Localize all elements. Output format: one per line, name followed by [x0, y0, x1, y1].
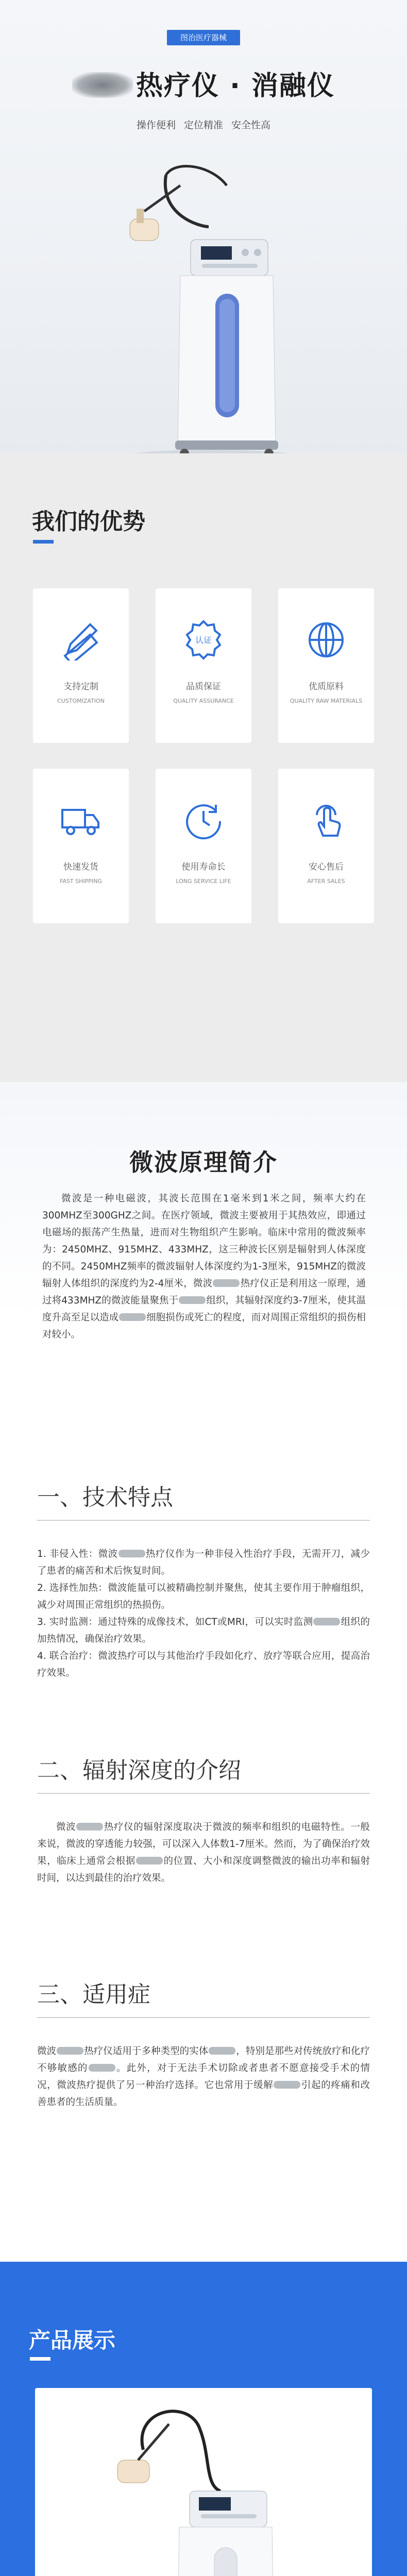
product-device-image	[35, 2388, 372, 2576]
advantage-label-en: AFTER SALES	[307, 878, 345, 885]
advantage-label-en: CUSTOMIZATION	[57, 698, 105, 704]
clock-icon	[183, 800, 224, 841]
redacted-word	[313, 1618, 340, 1625]
redacted-word	[209, 2047, 235, 2055]
advantage-card-shipping	[33, 769, 129, 923]
principle-intro	[42, 1190, 366, 1343]
advantage-card-customization	[33, 588, 129, 743]
advantage-label: 安心售后	[309, 862, 344, 872]
tech-features-text	[37, 1546, 370, 1682]
globe-icon	[306, 619, 347, 660]
certified-badge-icon	[183, 619, 224, 660]
section-divider	[37, 1793, 370, 1794]
hero-title	[0, 64, 407, 103]
intro-text-d: 细胞损伤或死亡的程度，而对周围正常组织的损伤相对较小。	[42, 1312, 366, 1340]
touch-hand-icon	[306, 800, 347, 841]
svg-text:认证: 认证	[195, 635, 212, 645]
intro-text-b: 热疗仪正是利用这一原理，通过将433MHZ的微波能量聚焦于	[42, 1278, 366, 1306]
advantage-card-lifespan	[156, 769, 251, 923]
advantage-label-en: FAST SHIPPING	[60, 878, 102, 885]
redacted-word	[136, 1857, 163, 1865]
indications-text: 微波 热疗仪适用于多种类型的实体 ，特别是那些对传统放疗和化疗不够敏感的 。此外，对于无法手术切除或者患者不愿意接受手术的情况，微波热疗提供了另一种治疗选择。它也常用于缓解 引起的疼痛和改善患者的生活质量。	[37, 2046, 370, 2108]
delivery-truck-icon	[60, 800, 101, 841]
brand-tag: 图治医疗器械	[167, 30, 240, 45]
product-showcase-section	[0, 2262, 407, 2576]
hero-banner	[0, 0, 407, 453]
section-divider	[37, 2017, 370, 2018]
section-heading-tech: 一、技术特点	[37, 1484, 173, 1511]
tech-feature-item: 1. 非侵入性：微波 热疗仪作为一种非侵入性治疗手段，无需开刀，减少了患者的痛苦和术后恢复时间。	[37, 1549, 370, 1577]
advantages-title: 我们的优势	[32, 509, 145, 535]
tech-feature-item: 2. 选择性加热：微波能量可以被精确控制并聚焦，使其主要作用于肿瘤组织，减少对周围正常组织的热损伤。	[37, 1583, 370, 1611]
advantage-label-en: LONG SERVICE LIFE	[176, 878, 231, 885]
intro-text-a: 微波是一种电磁波，其波长范围在1毫米到1米之间，频率大约在300MHZ至300GHZ之间。在医疗领域，微波主要被用于其热效应，即通过电磁场的振荡产生热量，进而对生物组织产生影响。临床中常用的微波频率为：2450MHZ、915MHZ、433MHZ，这三种波长区别是辐射到人体深度的不同。2450MHZ频率的微波辐射人体深度约为1-3厘米，915MHZ的微波辐射人体组织的深度约为2-4厘米，微波	[42, 1193, 366, 1289]
intro-text-c: 组织，其辐射深度约3-7厘米，使其温度升高至足以造成	[42, 1295, 366, 1323]
tech-feature-item: 3. 实时监测：通过特殊的成像技术，如CT或MRI，可以实时监测 组织的加热情况，确保治疗效果。	[37, 1617, 370, 1645]
advantage-label: 支持定制	[63, 682, 98, 692]
redacted-word	[274, 2081, 300, 2089]
redacted-word	[118, 1550, 145, 1557]
advantage-card-quality	[156, 588, 251, 743]
advantage-label: 优质原料	[309, 682, 344, 692]
section-divider	[37, 1520, 370, 1521]
redacted-word	[76, 1823, 103, 1831]
redacted-word	[179, 1296, 206, 1304]
advantage-label: 快速发货	[63, 862, 98, 872]
depth-text: 微波 热疗仪的辐射深度取决于微波的频率和组织的电磁特性。一般来说，微波的穿透能力较强，可以深入人体数1-7厘米。然而，为了确保治疗效果，临床上通常会根据 的位置、大小和深度调整微波的输出功率和辐射时间，以达到最佳的治疗效果。	[37, 1822, 370, 1884]
principle-title: 微波原理简介	[129, 1148, 278, 1176]
redacted-word	[119, 1313, 146, 1321]
device-illustration	[118, 155, 304, 453]
advantage-label-en: QUALITY ASSURANCE	[173, 698, 234, 704]
advantages-section	[0, 453, 407, 1082]
tech-feature-item: 4. 联合治疗：微波热疗可以与其他治疗手段如化疗、放疗等联合应用，提高治疗效果。	[37, 1651, 370, 1679]
advantage-label-en: QUALITY RAW MATERIALS	[290, 698, 363, 704]
advantage-card-aftersales	[278, 769, 374, 923]
advantages-title-underline	[33, 540, 54, 544]
principle-section	[0, 1082, 407, 2262]
product-photo-1	[35, 2388, 372, 2576]
advantage-card-materials	[278, 588, 374, 743]
section-heading-depth: 二、辐射深度的介绍	[37, 1757, 241, 1784]
advantage-label: 品质保证	[186, 682, 221, 692]
redacted-brand-icon	[72, 72, 133, 98]
hero-features: 操作便利 定位精准 安全性高	[136, 120, 271, 131]
section-heading-indications: 三、适用症	[37, 1981, 150, 2008]
hero-title-text: 热疗仪 · 消融仪	[136, 71, 335, 101]
redacted-word	[57, 2047, 83, 2055]
advantage-label: 使用寿命长	[181, 862, 226, 872]
showcase-title: 产品展示	[29, 2328, 116, 2353]
redacted-word	[89, 2064, 115, 2072]
pencil-ruler-icon	[60, 619, 101, 660]
redacted-word	[213, 1279, 240, 1287]
showcase-title-underline	[30, 2357, 50, 2361]
